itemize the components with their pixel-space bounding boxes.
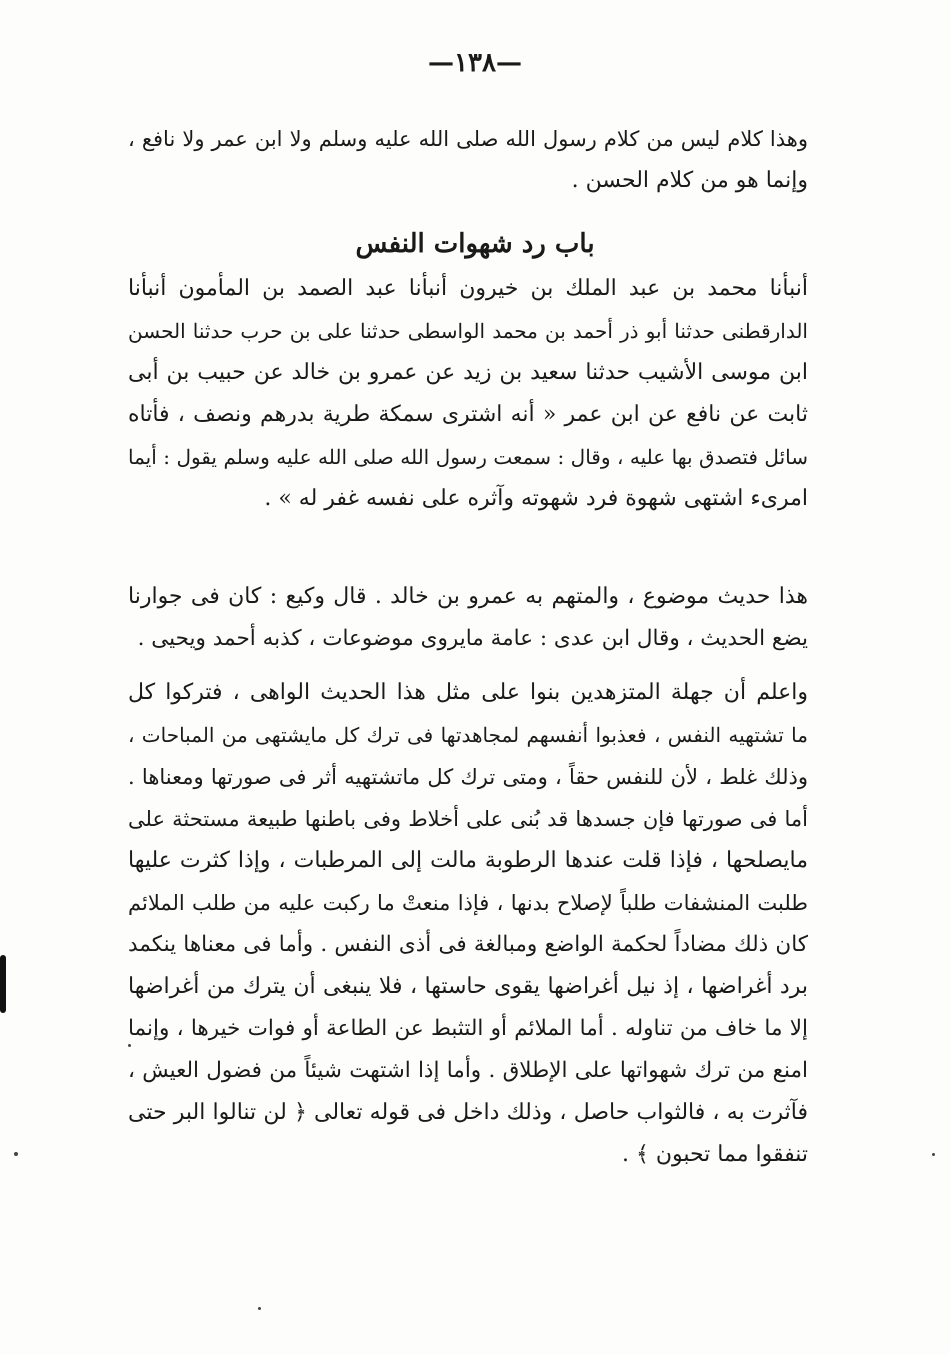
text-line: وهذا كلام ليس من كلام رسول الله صلى الله عليه وسلم ولا ابن عمر ولا نافع ، [128,127,808,151]
text-line: واعلم أن جهلة المتزهدين بنوا على مثل هذا الحديث الواهى ، فتركوا كل [128,680,808,705]
scan-speck [258,1307,261,1310]
text-line: تنفقوا مما تحبون ﴾ . [621,1142,808,1167]
text-line: كان ذلك مضاداً لحكمة الواضع ومبالغة فى أذى النفس . وأما فى معناها ينكمد [128,932,808,957]
text-line: مايصلحها ، فإذا قلت عندها الرطوبة مالت إلى المرطبات ، وإذا كثرت عليها [128,848,808,873]
page-number: —١٣٨— [428,48,522,78]
text-line: امنع من ترك شهواتها على الإطلاق . وأما إذا اشتهت شيئاً من فضول العيش ، [128,1058,808,1083]
text-line: وإنما هو من كلام الحسن . [571,168,808,193]
scan-speck [128,1044,131,1047]
text-line: يضع الحديث ، وقال ابن عدى : عامة مايروى موضوعات ، كذبه أحمد ويحيى . [137,626,808,651]
text-line: ابن موسى الأشيب حدثنا سعيد بن زيد عن عمرو بن خالد عن حبيب بن أبى [128,360,808,385]
commentary-paragraph [128,576,808,660]
text-line: أما فى صورتها فإن جسدها قد بُنى على أخلاط وفى باطنها طبيعة مستحثة على [128,807,808,831]
text-line: ما تشتهيه النفس ، فعذبوا أنفسهم لمجاهدتها فى ترك كل مايشتهى من المباحات ، [128,723,808,747]
text-line: طلبت المنشفات طلباً لإصلاح بدنها ، فإذا منعتْ ما ركبت عليه من طلب الملائم [128,891,808,915]
text-line: وذلك غلط ، لأن للنفس حقاً ، ومتى ترك كل ماتشتهيه أثر فى صورتها ومعناها . [128,765,808,789]
text-line: الدارقطنى حدثنا أبو ذر أحمد بن محمد الواسطى حدثنا على بن حرب حدثنا الحسن [128,319,808,343]
text-line: هذا حديث موضوع ، والمتهم به عمرو بن خالد . قال وكيع : كان فى جوارنا [128,584,808,609]
text-line: امرىء اشتهى شهوة فرد شهوته وآثره على نفسه غفر له » . [264,486,808,511]
text-line: إلا ما خاف من تناوله . أما الملائم أو التثبط عن الطاعة أو فوات خيرها ، وإنما [128,1016,808,1041]
text-line: برد أغراضها ، إذ نيل أغراضها يقوى حاستها ، فلا ينبغى أن يترك من أغراضها [128,974,808,999]
text-line: فآثرت به ، فالثواب حاصل ، وذلك داخل فى قوله تعالى ﴿ لن تنالوا البر حتى [128,1100,808,1125]
text-line: سائل فتصدق بها عليه ، وقال : سمعت رسول الله صلى الله عليه وسلم يقول : أيما [128,445,808,469]
scan-speck [932,1153,935,1156]
scan-speck [14,1152,18,1156]
text-line: ثابت عن نافع عن ابن عمر « أنه اشترى سمكة طرية بدرهم ونصف ، فأتاه [128,402,808,427]
section-heading: باب رد شهوات النفس [355,229,595,259]
scan-edge-mark [0,955,6,1013]
intro-paragraph [128,118,808,202]
text-line: أنبأنا محمد بن عبد الملك بن خيرون أنبأنا عبد الصمد بن المأمون أنبأنا [128,276,808,301]
discussion-paragraph [128,672,808,1176]
hadith-paragraph [128,268,808,520]
